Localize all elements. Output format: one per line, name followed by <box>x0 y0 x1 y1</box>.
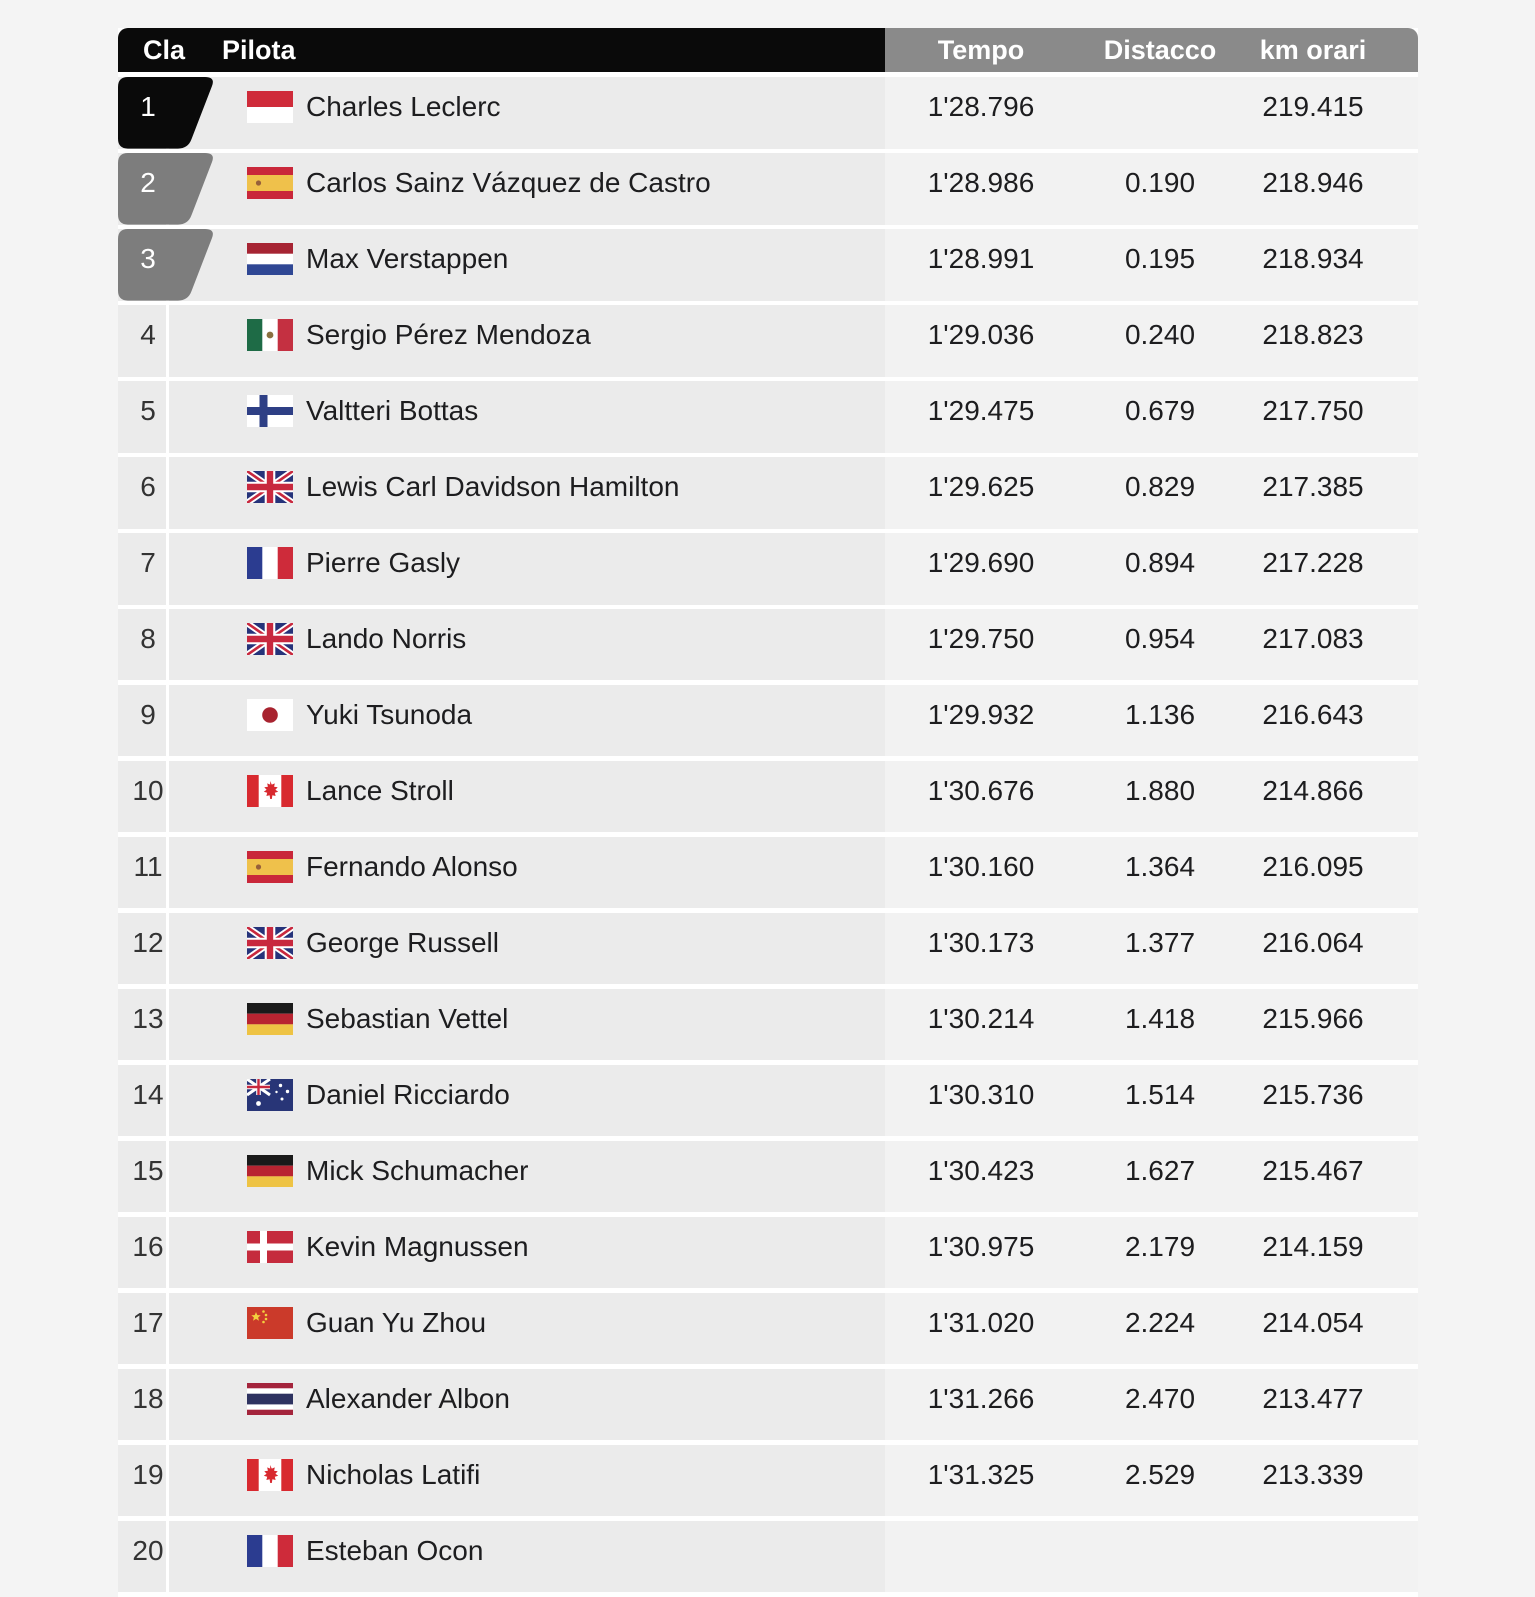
position-number: 14 <box>132 1079 164 1111</box>
table-header <box>118 28 1418 72</box>
position-number: 8 <box>140 623 156 655</box>
distacco-cell: 2.179 <box>1077 1217 1243 1289</box>
driver-name: Max Verstappen <box>306 243 509 275</box>
distacco-cell: 1.136 <box>1077 685 1243 757</box>
driver-cell <box>169 761 885 833</box>
distacco-cell <box>1077 77 1243 149</box>
driver-cell <box>169 381 885 453</box>
tempo-cell: 1'31.266 <box>885 1369 1077 1441</box>
header-right-section <box>885 28 1418 72</box>
tempo-cell: 1'28.796 <box>885 77 1077 149</box>
flag-de-icon <box>247 1003 293 1035</box>
tempo-cell: 1'30.975 <box>885 1217 1077 1289</box>
driver-cell <box>169 533 885 605</box>
km-orari-cell: 217.228 <box>1243 533 1383 605</box>
distacco-cell: 0.195 <box>1077 229 1243 301</box>
flag-th-icon <box>247 1383 293 1415</box>
table-row[interactable] <box>118 1141 1418 1213</box>
flag-jp-icon <box>247 699 293 731</box>
driver-name: Sebastian Vettel <box>306 1003 509 1035</box>
driver-cell <box>169 1293 885 1365</box>
driver-name: Carlos Sainz Vázquez de Castro <box>306 167 711 199</box>
km-orari-cell: 213.477 <box>1243 1369 1383 1441</box>
table-row[interactable] <box>118 913 1418 985</box>
flag-fr-icon <box>247 1535 293 1567</box>
table-row[interactable] <box>118 761 1418 833</box>
driver-name: Fernando Alonso <box>306 851 518 883</box>
flag-es-icon <box>247 167 293 199</box>
flag-dk-icon <box>247 1231 293 1263</box>
driver-cell <box>169 1217 885 1289</box>
results-table <box>118 28 1418 1597</box>
distacco-cell: 2.529 <box>1077 1445 1243 1517</box>
driver-name: Pierre Gasly <box>306 547 461 579</box>
table-row[interactable] <box>118 153 1418 225</box>
km-orari-cell: 213.339 <box>1243 1445 1383 1517</box>
driver-cell <box>169 229 885 301</box>
table-row[interactable] <box>118 989 1418 1061</box>
flag-nl-icon <box>247 243 293 275</box>
driver-name: Lewis Carl Davidson Hamilton <box>306 471 680 503</box>
table-row[interactable] <box>118 1217 1418 1289</box>
row-end-spacer <box>1383 761 1418 833</box>
table-row[interactable] <box>118 1293 1418 1365</box>
tempo-cell: 1'28.986 <box>885 153 1077 225</box>
row-end-spacer <box>1383 609 1418 681</box>
row-end-spacer <box>1383 153 1418 225</box>
distacco-cell: 1.364 <box>1077 837 1243 909</box>
row-end-spacer <box>1383 685 1418 757</box>
flag-gb-icon <box>247 471 293 503</box>
row-end-spacer <box>1383 1521 1418 1593</box>
distacco-cell: 1.880 <box>1077 761 1243 833</box>
table-row[interactable] <box>118 1369 1418 1441</box>
table-row[interactable] <box>118 77 1418 149</box>
tempo-cell: 1'30.173 <box>885 913 1077 985</box>
tempo-cell: 1'29.475 <box>885 381 1077 453</box>
flag-ca-icon <box>247 1459 293 1491</box>
position-number: 3 <box>140 243 156 275</box>
tempo-cell: 1'30.423 <box>885 1141 1077 1213</box>
km-orari-cell: 217.083 <box>1243 609 1383 681</box>
tempo-cell: 1'29.690 <box>885 533 1077 605</box>
tempo-cell: 1'29.932 <box>885 685 1077 757</box>
distacco-cell: 0.829 <box>1077 457 1243 529</box>
position-number: 18 <box>132 1383 164 1415</box>
position-number: 11 <box>133 851 163 883</box>
flag-fr-icon <box>247 547 293 579</box>
km-orari-cell: 215.736 <box>1243 1065 1383 1137</box>
position-number: 9 <box>140 699 156 731</box>
tempo-cell: 1'28.991 <box>885 229 1077 301</box>
driver-cell <box>169 1369 885 1441</box>
distacco-cell: 0.894 <box>1077 533 1243 605</box>
km-orari-cell: 214.159 <box>1243 1217 1383 1289</box>
flag-gb-icon <box>247 927 293 959</box>
driver-name: Sergio Pérez Mendoza <box>306 319 591 351</box>
position-number: 16 <box>132 1231 164 1263</box>
driver-name: Daniel Ricciardo <box>306 1079 510 1111</box>
table-body <box>118 77 1418 1592</box>
col-header-cla: Cla <box>143 34 186 65</box>
driver-cell <box>169 77 885 149</box>
distacco-cell: 0.190 <box>1077 153 1243 225</box>
driver-cell <box>169 685 885 757</box>
table-row[interactable] <box>118 305 1418 377</box>
driver-cell <box>169 1141 885 1213</box>
table-row[interactable] <box>118 1065 1418 1137</box>
tempo-cell: 1'30.214 <box>885 989 1077 1061</box>
distacco-cell: 1.377 <box>1077 913 1243 985</box>
row-end-spacer <box>1383 1141 1418 1213</box>
table-row[interactable] <box>118 609 1418 681</box>
driver-name: Lance Stroll <box>306 775 454 807</box>
driver-cell <box>169 153 885 225</box>
position-number: 6 <box>140 471 156 503</box>
km-orari-cell: 215.467 <box>1243 1141 1383 1213</box>
flag-fi-icon <box>247 395 293 427</box>
flag-gb-icon <box>247 623 293 655</box>
row-end-spacer <box>1383 1369 1418 1441</box>
km-orari-cell: 216.643 <box>1243 685 1383 757</box>
km-orari-cell: 217.750 <box>1243 381 1383 453</box>
km-orari-cell: 216.064 <box>1243 913 1383 985</box>
tempo-cell: 1'29.750 <box>885 609 1077 681</box>
table-row[interactable] <box>118 229 1418 301</box>
distacco-cell: 1.418 <box>1077 989 1243 1061</box>
col-header-pilota: Pilota <box>222 34 296 65</box>
km-orari-cell: 216.095 <box>1243 837 1383 909</box>
row-end-spacer <box>1383 457 1418 529</box>
distacco-cell: 2.470 <box>1077 1369 1243 1441</box>
tempo-cell: 1'30.160 <box>885 837 1077 909</box>
flag-mx-icon <box>247 319 293 351</box>
row-end-spacer <box>1383 381 1418 453</box>
driver-cell <box>169 913 885 985</box>
km-orari-cell: 219.415 <box>1243 77 1383 149</box>
driver-name: Mick Schumacher <box>306 1155 529 1187</box>
driver-cell <box>169 305 885 377</box>
tempo-cell: 1'30.310 <box>885 1065 1077 1137</box>
row-end-spacer <box>1383 1445 1418 1517</box>
km-orari-cell: 218.934 <box>1243 229 1383 301</box>
table-row[interactable] <box>118 457 1418 529</box>
header-left-section <box>118 28 885 72</box>
position-number: 1 <box>140 91 156 123</box>
position-number: 20 <box>132 1535 164 1566</box>
position-number: 4 <box>140 319 156 351</box>
km-orari-cell: 215.966 <box>1243 989 1383 1061</box>
flag-de-icon <box>247 1155 293 1187</box>
position-number: 5 <box>140 395 156 427</box>
driver-cell <box>169 837 885 909</box>
flag-mc-icon <box>247 91 293 123</box>
tempo-cell: 1'31.020 <box>885 1293 1077 1365</box>
col-header-distacco: Distacco <box>1103 34 1217 65</box>
driver-name: Yuki Tsunoda <box>306 699 473 731</box>
position-number: 19 <box>132 1459 164 1491</box>
driver-cell <box>169 609 885 681</box>
row-end-spacer <box>1383 229 1418 301</box>
row-end-spacer <box>1383 1065 1418 1137</box>
table-row[interactable] <box>118 1521 1418 1593</box>
driver-cell <box>169 457 885 529</box>
position-number: 13 <box>132 1003 164 1035</box>
distacco-cell <box>1077 1521 1243 1593</box>
distacco-cell: 2.224 <box>1077 1293 1243 1365</box>
distacco-cell: 0.240 <box>1077 305 1243 377</box>
driver-cell <box>169 1065 885 1137</box>
position-number: 17 <box>132 1307 164 1339</box>
row-end-spacer <box>1383 533 1418 605</box>
position-number: 10 <box>132 775 164 807</box>
flag-es-icon <box>247 851 293 883</box>
km-orari-cell: 217.385 <box>1243 457 1383 529</box>
driver-name: Lando Norris <box>306 623 467 655</box>
driver-name: Guan Yu Zhou <box>306 1307 487 1339</box>
tempo-cell: 1'29.625 <box>885 457 1077 529</box>
position-number: 7 <box>140 547 156 579</box>
row-end-spacer <box>1383 305 1418 377</box>
position-number: 12 <box>132 927 164 959</box>
table-row[interactable] <box>118 381 1418 453</box>
row-end-spacer <box>1383 1293 1418 1365</box>
table-row[interactable] <box>118 533 1418 605</box>
position-number: 15 <box>132 1155 164 1187</box>
driver-name: George Russell <box>306 927 499 959</box>
distacco-cell: 1.627 <box>1077 1141 1243 1213</box>
row-end-spacer <box>1383 837 1418 909</box>
row-end-spacer <box>1383 989 1418 1061</box>
km-orari-cell: 218.823 <box>1243 305 1383 377</box>
km-orari-cell <box>1243 1521 1383 1593</box>
position-number: 2 <box>140 167 156 199</box>
km-orari-cell: 214.054 <box>1243 1293 1383 1365</box>
tempo-cell: 1'30.676 <box>885 761 1077 833</box>
driver-name: Nicholas Latifi <box>306 1459 481 1491</box>
driver-name: Valtteri Bottas <box>306 395 479 427</box>
driver-cell <box>169 1445 885 1517</box>
table-row[interactable] <box>118 1445 1418 1517</box>
distacco-cell: 0.679 <box>1077 381 1243 453</box>
driver-name: Esteban Ocon <box>306 1535 484 1566</box>
driver-cell <box>169 1521 885 1593</box>
driver-name: Charles Leclerc <box>306 91 501 123</box>
row-end-spacer <box>1383 77 1418 149</box>
km-orari-cell: 214.866 <box>1243 761 1383 833</box>
col-header-tempo: Tempo <box>937 34 1025 65</box>
driver-name: Alexander Albon <box>306 1383 510 1415</box>
tempo-cell: 1'31.325 <box>885 1445 1077 1517</box>
distacco-cell: 1.514 <box>1077 1065 1243 1137</box>
driver-name: Kevin Magnussen <box>306 1231 529 1263</box>
tempo-cell: 1'29.036 <box>885 305 1077 377</box>
flag-ca-icon <box>247 775 293 807</box>
km-orari-cell: 218.946 <box>1243 153 1383 225</box>
table-row[interactable] <box>118 685 1418 757</box>
distacco-cell: 0.954 <box>1077 609 1243 681</box>
row-end-spacer <box>1383 913 1418 985</box>
col-header-km-orari: km orari <box>1259 34 1367 65</box>
flag-cn-icon <box>247 1307 293 1339</box>
tempo-cell <box>885 1521 1077 1593</box>
table-row[interactable] <box>118 837 1418 909</box>
driver-cell <box>169 989 885 1061</box>
flag-au-icon <box>247 1079 293 1111</box>
row-end-spacer <box>1383 1217 1418 1289</box>
